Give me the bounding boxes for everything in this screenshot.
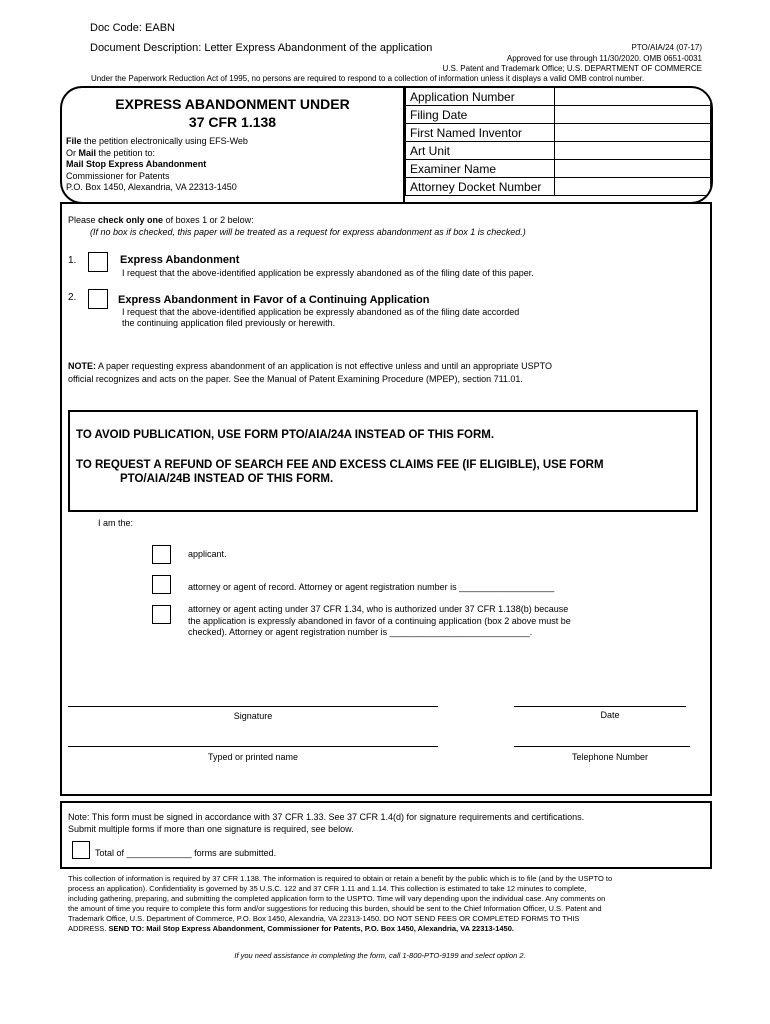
i-am-label: I am the: <box>98 518 134 528</box>
form-number: PTO/AIA/24 (07-17) <box>631 43 702 52</box>
info-label: Filing Date <box>406 106 555 124</box>
option-2-text: I request that the above-identified application be expressly abandoned as of the filing date accorded the continuing application filed previously or herewith. <box>122 307 520 328</box>
telephone-line[interactable] <box>514 746 690 747</box>
applicant-label: applicant. <box>188 549 227 559</box>
attorney-134-checkbox[interactable] <box>152 605 171 624</box>
info-value-field[interactable] <box>555 142 711 160</box>
typed-name-line[interactable] <box>68 746 438 747</box>
doc-description: Document Description: Letter Express Abandonment of the application <box>90 42 433 54</box>
refund-warning-line1: TO REQUEST A REFUND OF SEARCH FEE AND EXCESS CLAIMS FEE (IF ELIGIBLE), USE FORM <box>76 459 604 471</box>
publication-warning-line1: TO AVOID PUBLICATION, USE FORM PTO/AIA/24A INSTEAD OF THIS FORM. <box>76 429 495 441</box>
attorney-of-record-checkbox[interactable] <box>152 575 171 594</box>
application-info-table <box>405 87 711 196</box>
applicant-checkbox[interactable] <box>152 545 171 564</box>
info-row <box>406 142 711 160</box>
paperwork-notice: Under the Paperwork Reduction Act of 1995, no persons are required to respond to a collection of information unless it displays a valid OMB control number. <box>91 74 645 83</box>
info-label: Examiner Name <box>406 160 555 178</box>
info-row <box>406 106 711 124</box>
total-forms-blank[interactable]: _____________ <box>126 848 192 858</box>
assistance-line: If you need assistance in completing the form, call 1-800-PTO-9199 and select option 2. <box>234 951 526 960</box>
doc-code: Doc Code: EABN <box>90 22 175 34</box>
burden-statement: This collection of information is required by 37 CFR 1.138. The information is required to obtain or retain a benefit by the public which is to file (and by the USPTO to process an application). Confidentiality is governed by 35 U.S.C. 122 and 37 CFR 1.11 and 1.14. This collection is estimated to take 12 minutes to complete, including gathering, preparing, and submitting the completed application form to the USPTO. Time will vary depending upon the individual case. Any comments on the amount of time you require to complete this form and/or suggestions for reducing this burden, should be sent to the Chief Information Officer, U.S. Patent and Trademark Office, U.S. Department of Commerce, P.O. Box 1450, Alexandria, VA 22313-1450. DO NOT SEND FEES OR COMPLETED FORMS TO THIS ADDRESS. SEND TO: Mail Stop Express Abandonment, Commissioner for Patents, P.O. Box 1450, Alexandria, VA 22313-1450. <box>68 874 613 933</box>
info-row <box>406 160 711 178</box>
signature-note: Note: This form must be signed in accordance with 37 CFR 1.33. See 37 CFR 1.4(d) for signature requirements and certifications. Submit multiple forms if more than one signature is required, see below. <box>68 812 585 834</box>
multiple-forms-checkbox[interactable] <box>72 841 90 859</box>
option-2-number: 2. <box>68 292 77 303</box>
signature-line[interactable] <box>68 706 438 707</box>
check-instruction-note: (If no box is checked, this paper will be treated as a request for express abandonment as if box 1 is checked.) <box>90 227 526 237</box>
attorney-of-record-label: attorney or agent of record. Attorney or agent registration number is ___________________ <box>188 582 555 592</box>
mpep-note: NOTE: A paper requesting express abandonment of an application is not effective unless and until an appropriate USPTO official recognizes and acts on the paper. See the Manual of Patent Examining Procedure (MPEP), section 711.01. <box>68 361 552 384</box>
info-label: First Named Inventor <box>406 124 555 142</box>
info-label: Attorney Docket Number <box>406 178 555 196</box>
option-1-text: I request that the above-identified application be expressly abandoned as of the filing date of this paper. <box>122 268 534 278</box>
refund-warning-line2: PTO/AIA/24B INSTEAD OF THIS FORM. <box>120 473 334 485</box>
option-2-title: Express Abandonment in Favor of a Continuing Application <box>118 294 430 306</box>
date-label: Date <box>600 710 620 720</box>
option-1-number: 1. <box>68 255 77 266</box>
info-value-field[interactable] <box>555 88 711 106</box>
telephone-label: Telephone Number <box>571 752 649 762</box>
info-value-field[interactable] <box>555 178 711 196</box>
info-row <box>406 124 711 142</box>
total-forms-text: Total of _____________ forms are submitted. <box>95 848 277 858</box>
application-info-box <box>403 86 713 204</box>
date-line[interactable] <box>514 706 686 707</box>
agency: U.S. Patent and Trademark Office; U.S. DEPARTMENT OF COMMERCE <box>442 64 702 73</box>
info-value-field[interactable] <box>555 160 711 178</box>
info-row <box>406 178 711 196</box>
info-row <box>406 88 711 106</box>
typed-name-label: Typed or printed name <box>207 752 299 762</box>
option-2-checkbox[interactable] <box>88 289 108 309</box>
info-label: Application Number <box>406 88 555 106</box>
filing-instructions: File the petition electronically using EFS-Web Or Mail the petition to: Mail Stop Express Abandonment Commissioner for Patents P.O. Box 1450, Alexandria, VA 22313-1450 <box>66 136 248 192</box>
check-instruction: Please check only one of boxes 1 or 2 below: <box>68 215 254 225</box>
attorney-134-label: attorney or agent acting under 37 CFR 1.34, who is authorized under 37 CFR 1.138(b) because the application is expressly abandoned in favor of a continuing application (box 2 above must be checked). Attorney or agent registration number is ____________________________. <box>188 604 571 637</box>
signature-label: Signature <box>233 711 273 721</box>
form-title: EXPRESS ABANDONMENT UNDER 37 CFR 1.138 <box>115 96 350 130</box>
info-value-field[interactable] <box>555 124 711 142</box>
info-label: Art Unit <box>406 142 555 160</box>
option-1-checkbox[interactable] <box>88 252 108 272</box>
info-value-field[interactable] <box>555 106 711 124</box>
option-1-title: Express Abandonment <box>120 254 240 266</box>
omb-approval: Approved for use through 11/30/2020. OMB 0651-0031 <box>506 54 702 63</box>
